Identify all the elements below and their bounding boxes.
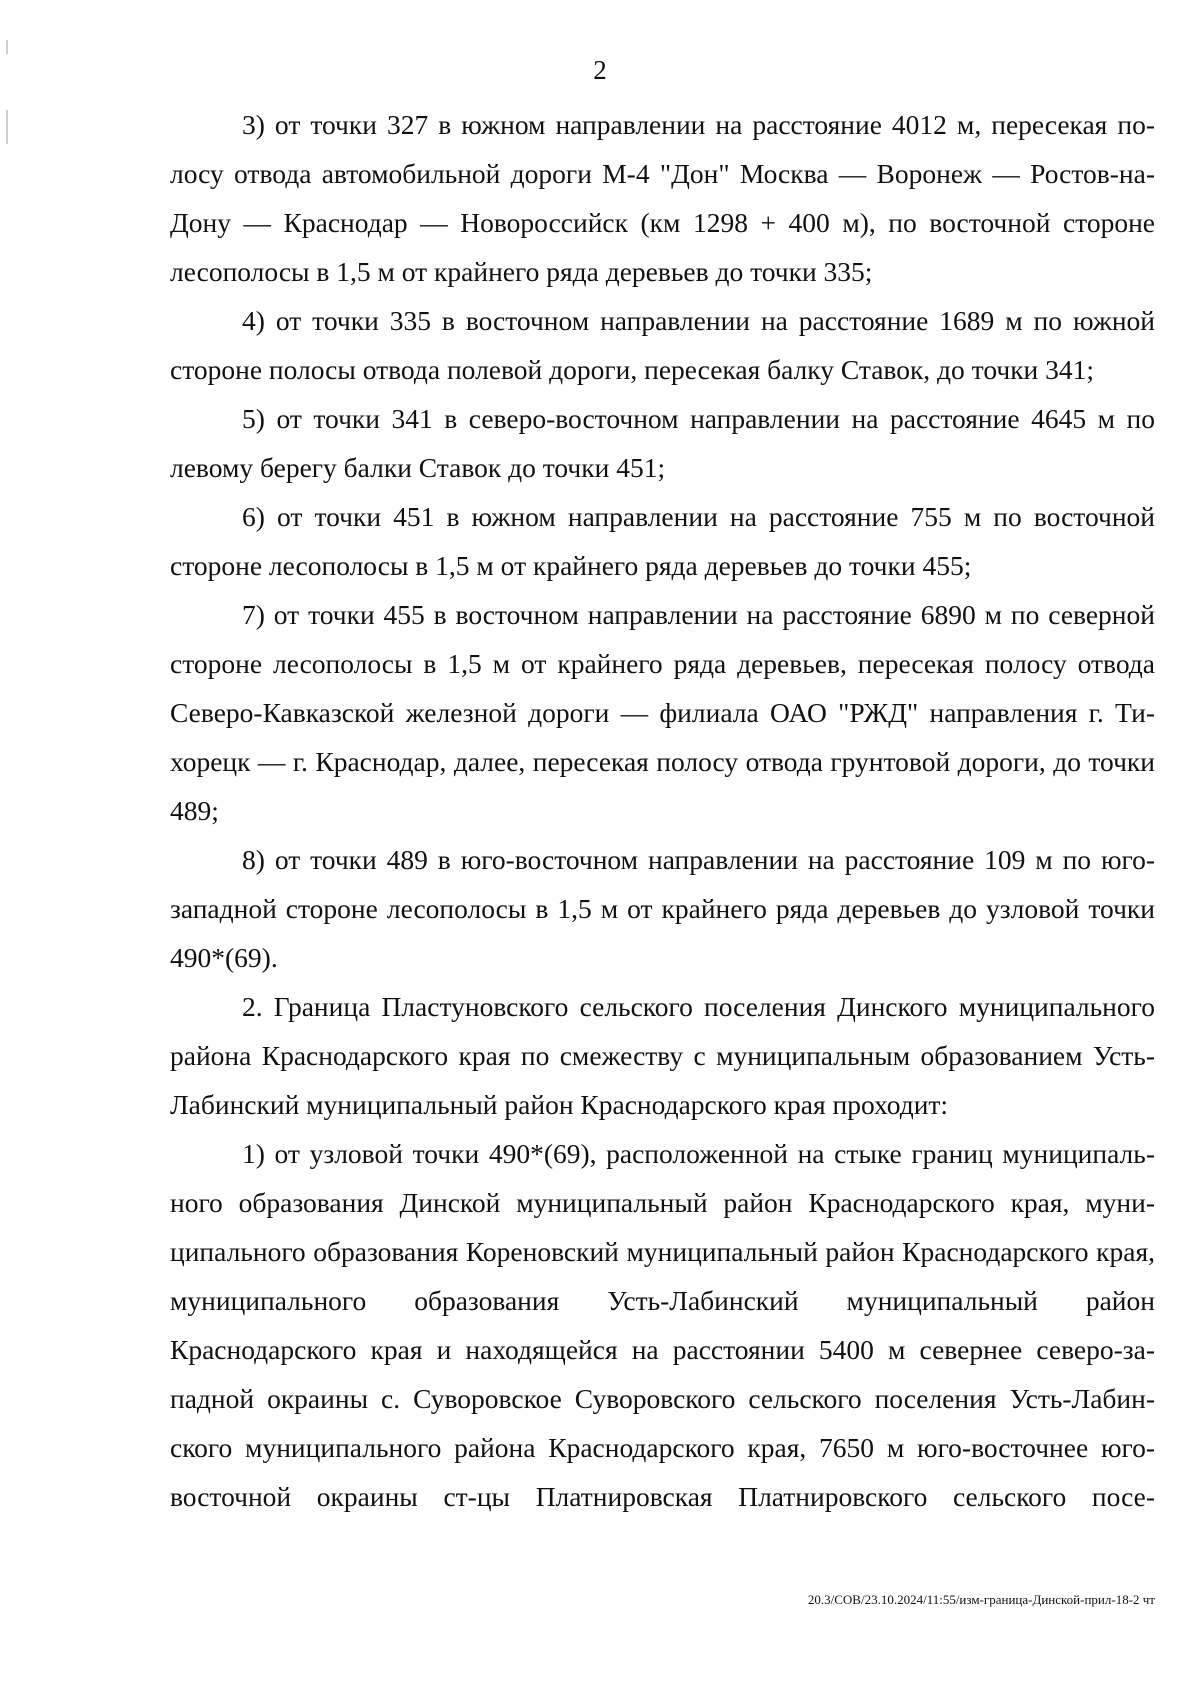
- paragraph-item-3: 3) от точки 327 в южном направлении на расстояние 4012 м, пересекая полосу отвода автомобильной дороги М-4 "Дон" Москва — Воронеж — Ростов-на-Дону — Краснодар — Новороссийск (км 1298 + 400 м), по восточной стороне лесополосы в 1,5 м от крайнего ряда деревьев до точки 335;: [170, 109, 1155, 287]
- paragraph-item-6: 6) от точки 451 в южном направлении на расстояние 755 м по восточной стороне лесополосы в 1,5 м от крайнего ряда деревьев до точки 455;: [170, 501, 1155, 581]
- scan-artifact: [6, 110, 8, 144]
- paragraph-item-5: 5) от точки 341 в северо-восточном направлении на расстояние 4645 м по левому берегу балки Ставок до точки 451;: [170, 403, 1155, 483]
- section-2-item-1: 1) от узловой точки 490*(69), расположенной на стыке границ муниципального образования Динской муниципальный район Краснодарского края, муниципального образования Кореновский муниципальный район Краснодарского края, муниципального образования Усть-Лабинский муниципальный район Краснодарского края и находящейся на расстоянии 5400 м севернее северо-западной окраины с. Суворовское Суворовского сельского поселения Усть-Лабинского муниципального района Краснодарского края, 7650 м юго-восточнее юго-восточной окраины ст-цы Платнировская Платнировского сельского посе-: [170, 1138, 1155, 1512]
- page-number: 2: [593, 55, 607, 85]
- scan-artifact: [6, 40, 8, 54]
- section-2-heading-paragraph: 2. Граница Пластуновского сельского поселения Динского муниципального района Краснодарского края по смежеству с муниципальным образованием Усть-Лабинский муниципальный район Краснодарского края проходит:: [170, 991, 1155, 1120]
- footer-file-reference: 20.3/СОВ/23.10.2024/11:55/изм-граница-Динской-прил-18-2 чт: [807, 1592, 1155, 1607]
- paragraph-item-8: 8) от точки 489 в юго-восточном направлении на расстояние 109 м по юго-западной стороне лесополосы в 1,5 м от крайнего ряда деревьев до узловой точки 490*(69).: [170, 844, 1155, 973]
- document-body: [170, 100, 1155, 1521]
- paragraph-item-4: 4) от точки 335 в восточном направлении на расстояние 1689 м по южной стороне полосы отвода полевой дороги, пересекая балку Ставок, до точки 341;: [170, 305, 1155, 385]
- paragraph-item-7: 7) от точки 455 в восточном направлении на расстояние 6890 м по северной стороне лесополосы в 1,5 м от крайнего ряда деревьев, пересекая полосу отвода Северо-Кавказской железной дороги — филиала ОАО "РЖД" направления г. Тихорецк — г. Краснодар, далее, пересекая полосу отвода грунтовой дороги, до точки 489;: [170, 599, 1155, 826]
